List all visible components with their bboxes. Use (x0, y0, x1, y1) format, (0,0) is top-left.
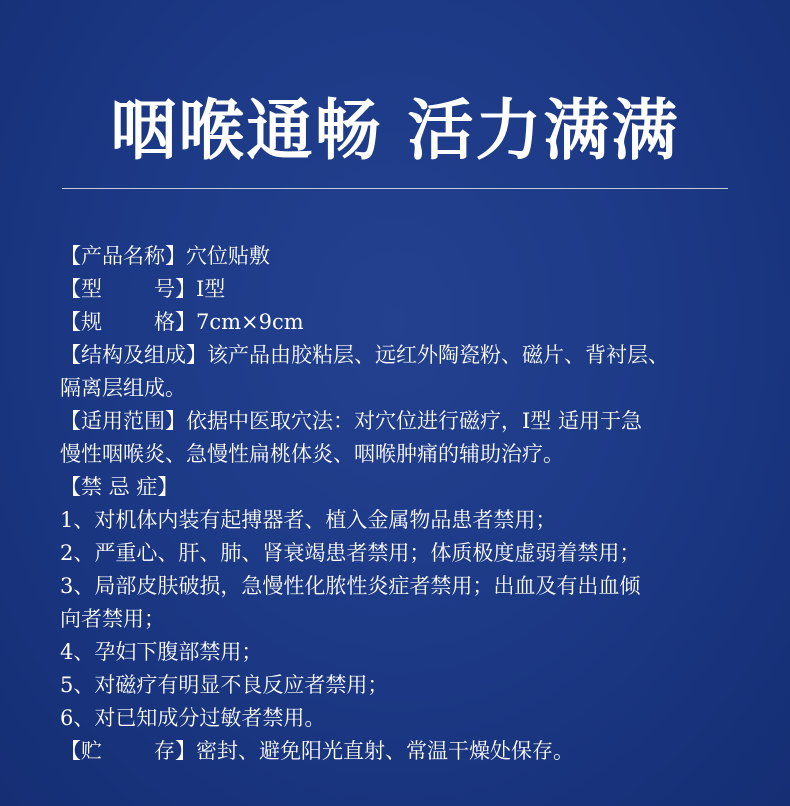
page-title: 咽喉通畅 活力满满 (110, 92, 680, 169)
scope-row-cont (60, 438, 750, 471)
product-name-row (60, 240, 750, 273)
product-name-value: 穴位贴敷 (186, 244, 270, 268)
structure-value: 该产品由胶粘层、远红外陶瓷粉、磁片、背衬层、 (207, 343, 669, 367)
size-row (60, 306, 750, 339)
model-label-close: 号】 (154, 277, 196, 301)
contraindication-item: 4、孕妇下腹部禁用； (60, 640, 263, 664)
contraindication-header (60, 471, 750, 504)
structure-value-cont: 隔离层组成。 (60, 376, 186, 400)
storage-value: 密封、避免阳光直射、常温干燥处保存。 (196, 739, 574, 763)
contraindication-item: 5、对磁疗有明显不良反应者禁用； (60, 673, 389, 697)
contraindication-item: 向者禁用； (60, 607, 165, 631)
storage-label-close: 存】 (154, 739, 196, 763)
spec-content (60, 240, 750, 768)
scope-row (60, 405, 750, 438)
contraindication-item: 3、局部皮肤破损，急慢性化脓性炎症者禁用；出血及有出血倾 (60, 574, 641, 598)
storage-label-open: 【贮 (60, 739, 102, 763)
title-divider (62, 188, 728, 189)
contraindication-item: 1、对机体内装有起搏器者、植入金属物品患者禁用； (60, 508, 557, 532)
scope-label: 【适用范围】 (60, 409, 186, 433)
model-label-open: 【型 (60, 277, 102, 301)
size-label-close: 格】 (154, 310, 196, 334)
structure-label: 【结构及组成】 (60, 343, 207, 367)
product-name-label: 【产品名称】 (60, 244, 186, 268)
contraindication-label: 【禁 忌 症】 (60, 475, 179, 499)
structure-row-cont (60, 372, 750, 405)
storage-row (60, 735, 750, 768)
size-label-open: 【规 (60, 310, 102, 334)
contraindication-item: 2、严重心、肝、肺、肾衰竭患者禁用；体质极度虚弱着禁用； (60, 541, 641, 565)
scope-value-cont: 慢性咽喉炎、急慢性扁桃体炎、咽喉肿痛的辅助治疗。 (60, 442, 564, 466)
contraindication-item: 6、对已知成分过敏者禁用。 (60, 706, 326, 730)
size-value: 7cm×9cm (196, 310, 304, 334)
model-row (60, 273, 750, 306)
structure-row (60, 339, 750, 372)
model-value: I型 (196, 277, 226, 301)
scope-value: 依据中医取穴法：对穴位进行磁疗，I型 适用于急 (186, 409, 642, 433)
